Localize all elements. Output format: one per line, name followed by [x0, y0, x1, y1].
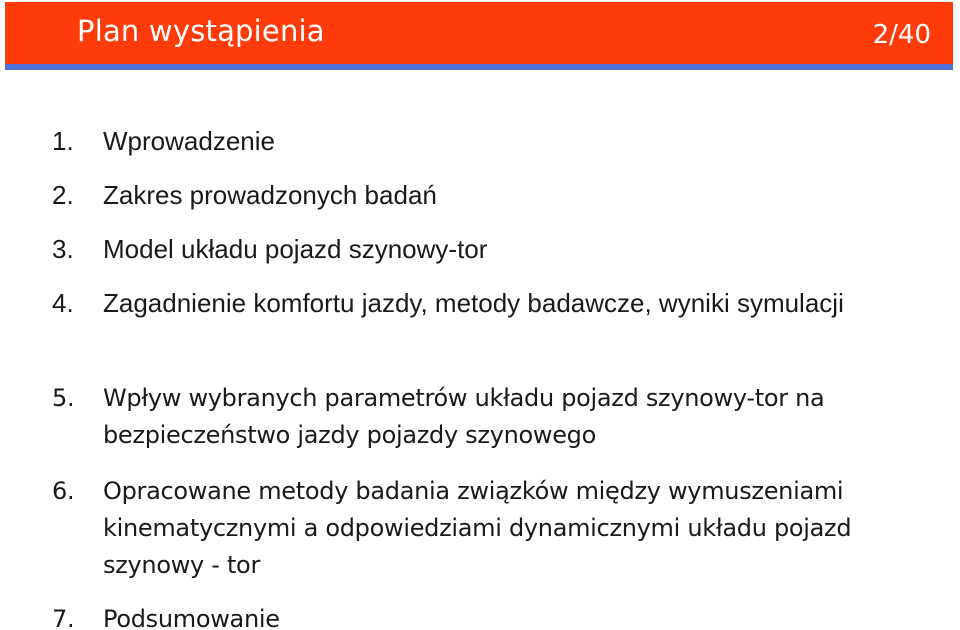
agenda-item-6 [52, 473, 922, 584]
agenda-item-number: 7. [52, 605, 75, 630]
agenda-item-text: Podsumowanie [103, 605, 280, 630]
agenda-item-text: Wprowadzenie [103, 126, 275, 156]
agenda-item-number: 2. [52, 180, 74, 210]
agenda-item-number: 3. [52, 234, 74, 264]
agenda-item-text: Opracowane metody badania związków między wymuszeniami kinematycznymi a odpowiedziami dynamicznymi układu pojazd szynowy - tor [103, 477, 852, 579]
agenda-item-number: 4. [52, 288, 74, 318]
agenda-item-text: Zagadnienie komfortu jazdy, metody badawcze, wyniki symulacji [103, 288, 844, 318]
agenda-item-number: 5. [52, 384, 75, 412]
slide-title: Plan wystąpienia [77, 14, 325, 48]
agenda-item-text: Model układu pojazd szynowy-tor [103, 234, 488, 264]
agenda-item-text: Zakres prowadzonych badań [103, 180, 437, 210]
page-number: 2/40 [872, 20, 931, 50]
agenda-item-4 [52, 286, 922, 360]
agenda-item-number: 6. [52, 477, 75, 505]
agenda-item-text: Wpływ wybranych parametrów układu pojazd szynowy-tor na bezpieczeństwo jazdy pojazdy szynowego [103, 384, 825, 449]
agenda-item-5 [52, 380, 922, 454]
agenda-item-number: 1. [52, 126, 74, 156]
